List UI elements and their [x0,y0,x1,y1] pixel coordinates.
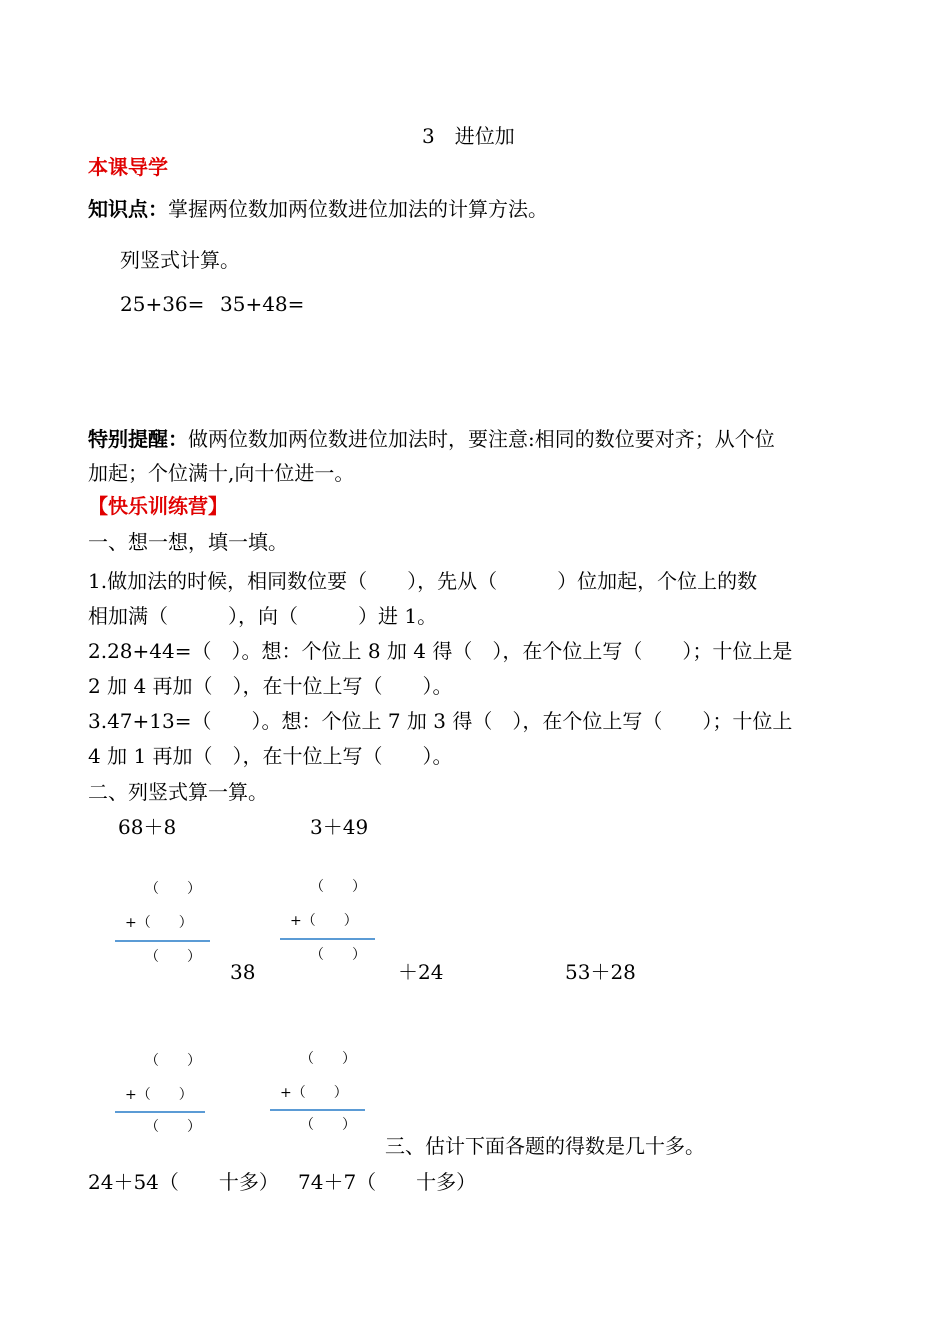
frame3-mid: +（ ） [125,1087,193,1103]
part1-heading: 一、想一想，填一填。 [88,530,288,554]
part3-heading: 三、估计下面各题的得数是几十多。 [385,1134,705,1158]
problem-53-plus-28: 53＋28 [565,960,636,984]
problem-3-plus-49: 3＋49 [310,815,369,839]
reminder-text-1: 做两位数加两位数进位加法时，要注意:相同的数位要对齐；从个位 [188,427,775,451]
frame3-top: （ ） [145,1053,201,1069]
knowledge-point [88,197,548,221]
frame2-bottom: （ ） [310,947,366,963]
estimate-1: 24＋54（ 十多） [88,1170,279,1194]
frame2-mid: +（ ） [290,913,358,929]
q1-line2: 相加满（ ），向（ ）进 1。 [88,604,438,628]
reminder-line-2: 加起；个位满十,向十位进一。 [88,461,355,485]
frame4-rule [270,1109,365,1111]
vertical-instruction: 列竖式计算。 [120,248,240,272]
problem-68-plus-8: 68＋8 [118,815,177,839]
frame1-bottom: （ ） [145,949,201,965]
frame1-rule [115,940,210,942]
frame1-mid: +（ ） [125,915,193,931]
problem-plus-24: ＋24 [398,960,444,984]
q2-line2: 2 加 4 再加（ ），在十位上写（ ）。 [88,674,453,698]
example-2: 35+48= [220,292,305,316]
q2-line1: 2.28+44=（ ）。想：个位上 8 加 4 得（ ），在个位上写（ ）；十位上是 [88,639,793,663]
frame1-top: （ ） [145,881,201,897]
estimate-2: 74＋7（ 十多） [298,1170,477,1194]
q1-line1: 1.做加法的时候，相同数位要（ ），先从（ ）位加起，个位上的数 [88,569,758,593]
q3-line1: 3.47+13=（ ）。想：个位上 7 加 3 得（ ），在个位上写（ ）；十位上 [88,709,793,733]
page-title: 3 进位加 [422,124,515,148]
problem-38: 38 [230,960,256,984]
q3-line2: 4 加 1 再加（ ），在十位上写（ ）。 [88,744,453,768]
frame2-top: （ ） [310,879,366,895]
frame4-bottom: （ ） [300,1117,356,1133]
guide-heading: 本课导学 [88,155,168,179]
frame3-rule [115,1111,205,1113]
reminder-label: 特别提醒： [88,427,188,451]
part2-heading: 二、列竖式算一算。 [88,780,268,804]
knowledge-label: 知识点： [88,197,168,221]
frame4-mid: +（ ） [280,1085,348,1101]
example-1: 25+36= [120,292,205,316]
camp-heading: 【快乐训练营】 [88,494,228,518]
frame4-top: （ ） [300,1051,356,1067]
knowledge-text: 掌握两位数加两位数进位加法的计算方法。 [168,197,548,221]
frame2-rule [280,938,375,940]
reminder-line-1 [88,427,775,451]
frame3-bottom: （ ） [145,1119,201,1135]
